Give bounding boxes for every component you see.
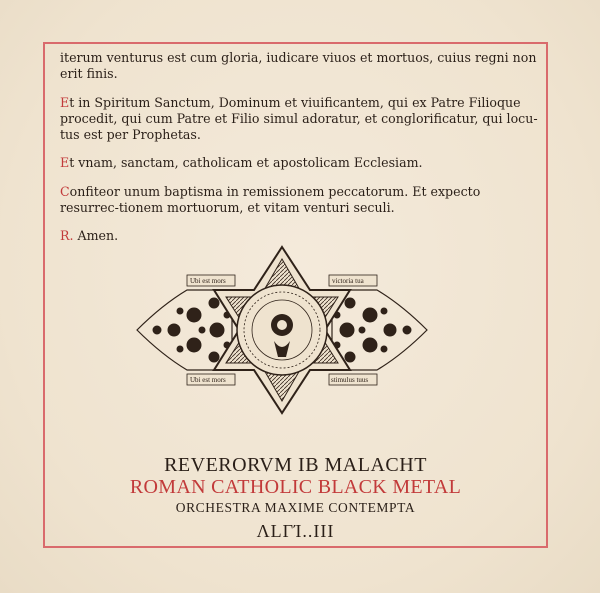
paragraph-1 bbox=[60, 50, 538, 83]
orchestra-line: ORCHESTRA MAXIME CONTEMPTA bbox=[175, 500, 416, 515]
ornamental-emblem bbox=[132, 245, 432, 415]
band-name: REVERORVM IB MALACHT bbox=[164, 454, 427, 476]
genre-line: ROMAN CATHOLIC BLACK METAL bbox=[129, 476, 462, 498]
paragraph-4-initial: C bbox=[60, 183, 70, 199]
paragraph-3-text: t vnam, sanctam, catholicam et apostolicam Ecclesiam. bbox=[69, 155, 423, 171]
catalog-code: ΛLΓΊ..III bbox=[256, 521, 335, 541]
creed-text bbox=[60, 50, 538, 257]
right-floral-wing bbox=[332, 290, 427, 370]
paragraph-4-text: onfiteor unum baptisma in remissionem peccatorum. Et expecto resurrec-tionem mortuorum, et vitam venturi seculi. bbox=[60, 183, 481, 216]
credits-block bbox=[43, 454, 548, 542]
paragraph-2-text: t in Spiritum Sanctum, Dominum et viuificantem, qui ex Patre Filioque procedit, qui cum Patre et Filio simul adoratur, et conglorificatur, qui locu-tus est per Prophetas. bbox=[60, 94, 538, 143]
paragraph-2-initial: E bbox=[60, 94, 70, 110]
paragraph-5-initial: R. bbox=[60, 228, 74, 244]
paragraph-3 bbox=[60, 155, 538, 171]
banner-bottom-right: stimulus tuus bbox=[331, 376, 369, 384]
banner-top-right: victoria tua bbox=[332, 277, 364, 285]
banner-bottom-left: Ubi est mors bbox=[190, 376, 226, 384]
paragraph-5 bbox=[60, 228, 538, 244]
paragraph-2 bbox=[60, 95, 538, 144]
central-star bbox=[214, 247, 350, 413]
paragraph-3-initial: E bbox=[60, 155, 70, 171]
paragraph-5-text: Amen. bbox=[73, 228, 119, 244]
banner-top-left: Ubi est mors bbox=[190, 277, 226, 285]
paragraph-4 bbox=[60, 184, 538, 217]
left-floral-wing bbox=[137, 290, 232, 370]
paragraph-1-text: iterum venturus est cum gloria, iudicare viuos et mortuos, cuius regni non erit finis. bbox=[60, 50, 537, 82]
